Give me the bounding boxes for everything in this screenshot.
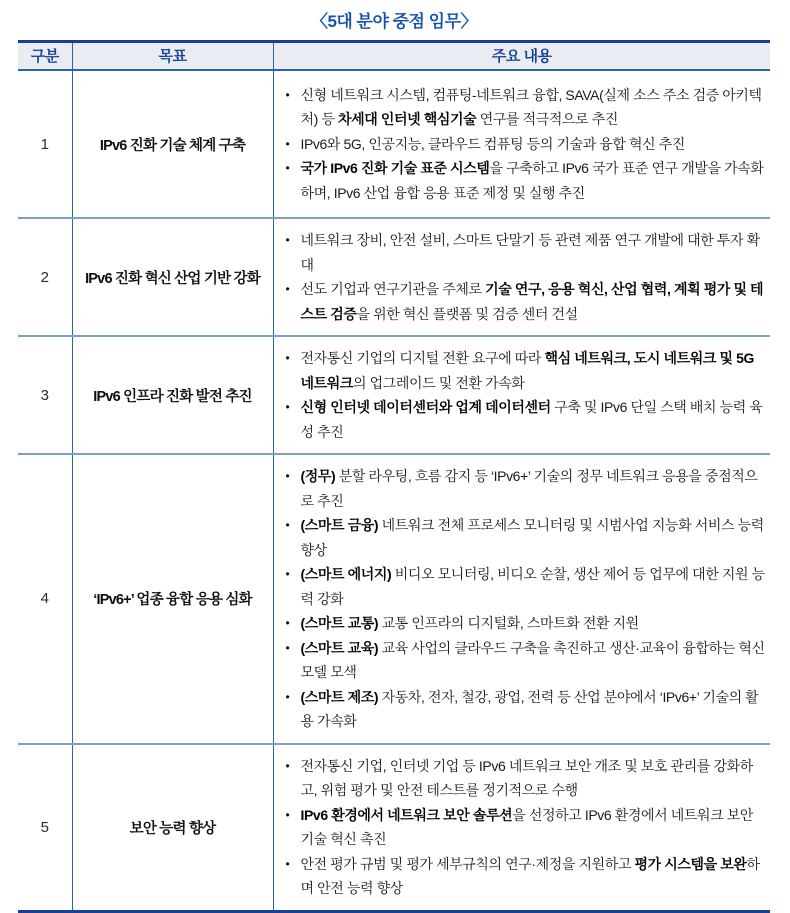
bullet-item: • 전자통신 기업, 인터넷 기업 등 IPv6 네트워크 보안 개조 및 보호 관리를 강화하고, 위험 평가 및 안전 테스트를 정기적으로 수행 — [283, 754, 767, 803]
table-row — [18, 744, 770, 912]
main-content-cell — [273, 70, 770, 218]
bullet-item: • (정무) 분할 라우팅, 흐름 감지 등 ‘IPv6+’ 기술의 정무 네트워크 응용을 중점적으로 추진 — [283, 464, 767, 513]
row-number: 5 — [18, 744, 72, 912]
bullet-item: • (스마트 제조) 자동차, 전자, 철강, 광업, 전력 등 산업 분야에서 ‘IPv6+’ 기술의 활용 가속화 — [283, 685, 767, 734]
bullet-icon: • — [285, 282, 290, 296]
bullet-item: • 국가 IPv6 진화 기술 표준 시스템을 구축하고 IPv6 국가 표준 연구 개발을 가속화하며, IPv6 산업 융합 응용 표준 제정 및 실행 추진 — [283, 156, 767, 205]
bullet-icon: • — [285, 567, 290, 581]
bullet-item: • 신형 인터넷 데이터센터와 업계 데이터센터 구축 및 IPv6 단일 스택 배치 능력 육성 추진 — [283, 395, 767, 444]
main-content-cell — [273, 218, 770, 336]
row-number: 2 — [18, 218, 72, 336]
table-body — [18, 70, 770, 911]
bullet-icon: • — [285, 161, 290, 176]
bullet-item: • (스마트 에너지) 비디오 모니터링, 비디오 순찰, 생산 제어 등 업무에 대한 지원 능력 강화 — [283, 562, 767, 611]
table-row — [18, 70, 770, 218]
key-tasks-table — [18, 40, 770, 913]
table-row — [18, 336, 770, 454]
bullet-icon: • — [285, 758, 290, 773]
bullet-item: • (스마트 금융) 네트워크 전체 프로세스 모니터링 및 시범사업 지능화 서비스 능력 향상 — [283, 513, 767, 562]
table-row — [18, 218, 770, 336]
goal-cell: ‘IPv6+’ 업종 융합 응용 심화 — [72, 454, 273, 744]
goal-cell: IPv6 진화 기술 체계 구축 — [72, 70, 273, 218]
bullet-icon: • — [285, 400, 290, 414]
bullet-item: • 선도 기업과 연구기관을 주체로 기술 연구, 응용 혁신, 산업 협력, 계획 평가 및 테스트 검증을 위한 혁신 플랫폼 및 검증 센터 건설 — [283, 277, 767, 326]
bullet-icon: • — [285, 518, 290, 532]
row-number: 4 — [18, 454, 72, 744]
main-content-cell — [273, 744, 770, 912]
column-header-main-content: 주요 내용 — [273, 42, 770, 71]
main-content-cell — [273, 454, 770, 744]
bullet-item: • IPv6와 5G, 인공지능, 클라우드 컴퓨팅 등의 기술과 융합 혁신 추진 — [283, 132, 767, 157]
bullet-icon: • — [285, 856, 290, 871]
bullet-icon: • — [285, 233, 290, 247]
column-header-category: 구분 — [18, 42, 72, 71]
row-number: 1 — [40, 135, 49, 153]
bullet-icon: • — [285, 351, 290, 365]
bullet-icon: • — [285, 616, 290, 630]
bullet-icon: • — [285, 87, 290, 102]
table-row — [18, 454, 770, 744]
bullet-item: • 안전 평가 규범 및 평가 세부규칙의 연구·제정을 지원하고 평가 시스템을 보완하며 안전 능력 향상 — [283, 852, 767, 901]
page-title: 〈5대 분야 중점 임무〉 — [310, 12, 478, 31]
bullet-icon: • — [285, 469, 290, 483]
row-number: 3 — [18, 336, 72, 454]
goal-cell: 보안 능력 향상 — [72, 744, 273, 912]
bullet-item: • IPv6 환경에서 네트워크 보안 솔루션을 선정하고 IPv6 환경에서 네트워크 보안 기술 혁신 촉진 — [283, 803, 767, 852]
column-header-goal: 목표 — [72, 42, 273, 71]
goal-cell: IPv6 진화 혁신 산업 기반 강화 — [72, 218, 273, 336]
bullet-item: • 신형 네트워크 시스템, 컴퓨팅-네트워크 융합, SAVA(실제 소스 주소 검증 아키텍처) 등 차세대 인터넷 핵심기술 연구를 적극적으로 추진 — [283, 83, 767, 132]
bullet-item: • (스마트 교통) 교통 인프라의 디지털화, 스마트화 전환 지원 — [283, 611, 767, 636]
bullet-icon: • — [285, 807, 290, 822]
main-content-cell — [273, 336, 770, 454]
bullet-icon: • — [285, 689, 290, 704]
bullet-icon: • — [285, 640, 290, 655]
bullet-item: • (스마트 교육) 교육 사업의 클라우드 구축을 촉진하고 생산·교육이 융합하는 혁신 모델 모색 — [283, 636, 767, 685]
bullet-icon: • — [285, 136, 290, 151]
bullet-item: • 전자통신 기업의 디지털 전환 요구에 따라 핵심 네트워크, 도시 네트워크 및 5G 네트워크의 업그레이드 및 전환 가속화 — [283, 346, 767, 395]
goal-cell: IPv6 인프라 진화 발전 추진 — [72, 336, 273, 454]
table-header — [18, 42, 770, 71]
bullet-item: • 네트워크 장비, 안전 설비, 스마트 단말기 등 관련 제품 연구 개발에 대한 투자 확대 — [283, 228, 767, 277]
